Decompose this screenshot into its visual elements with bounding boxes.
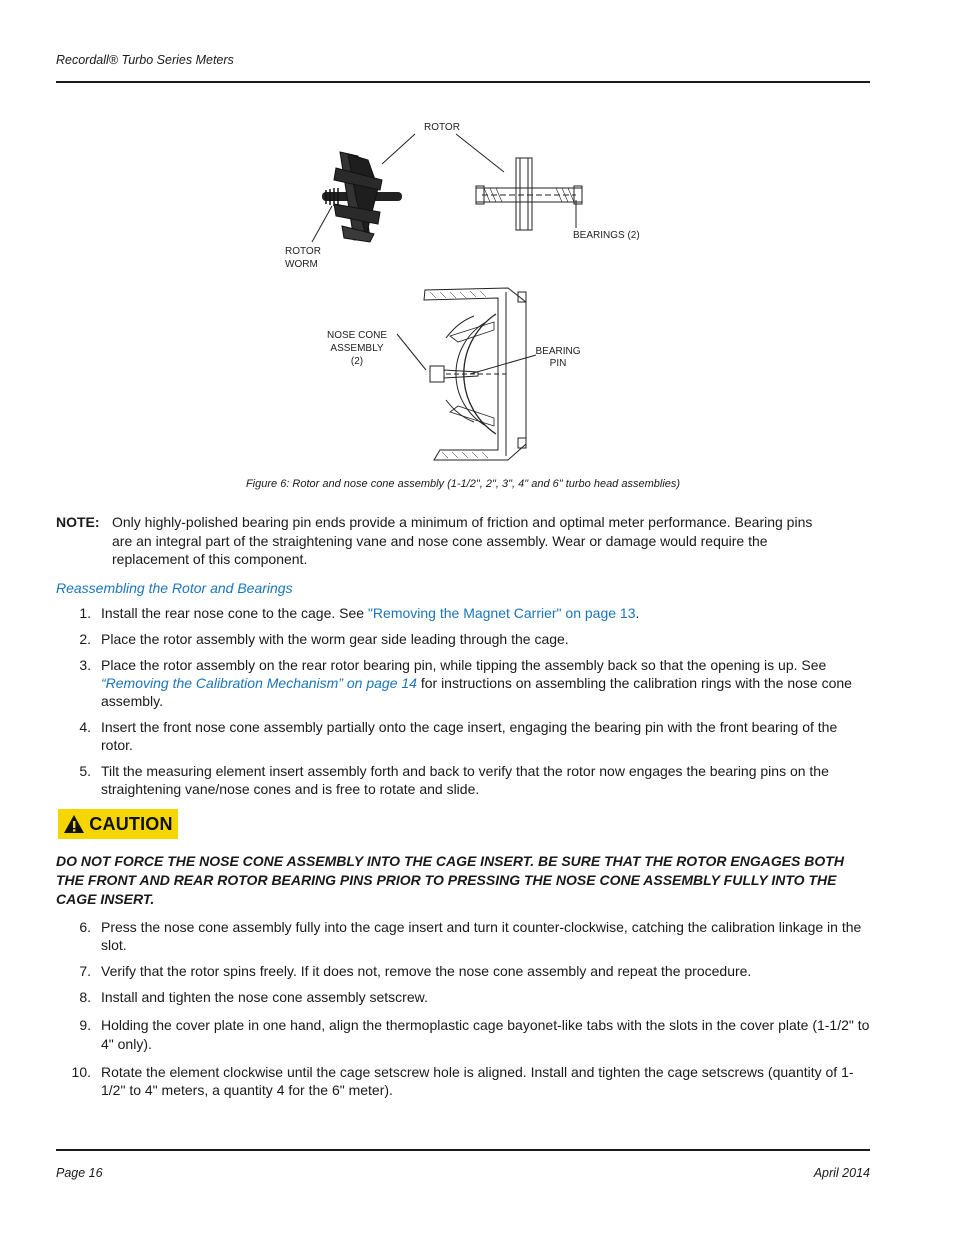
label-bearing-pin-line2: PIN [549, 358, 567, 369]
note-label: NOTE: [56, 514, 100, 530]
step-text-end: for instructions on assembling the calibration rings with the nose cone assembly. [101, 675, 852, 709]
step-text: Tilt the measuring element insert assembly forth and back to verify that the rotor now engages the bearing pins on the straightening vane/nose cones and is free to rotate and slide. [101, 763, 829, 797]
label-nose-cone-line3: (2) [350, 356, 364, 367]
footer-rule [56, 1149, 870, 1151]
step-number: 9. [79, 1017, 91, 1033]
list-item [56, 656, 870, 710]
label-nose-cone-line1: NOSE CONE [326, 330, 388, 341]
caution-label: CAUTION [89, 813, 173, 834]
step-number: 1. [79, 605, 91, 621]
warning-triangle-icon [63, 814, 85, 834]
figure-caption: Figure 6: Rotor and nose cone assembly (1-1/2", 2", 3", 4" and 6" turbo head assemblies) [245, 478, 681, 490]
step-text: Holding the cover plate in one hand, align the thermoplastic cage bayonet-like tabs with the slots in the cover plate (1-1/2" to 4" only). [101, 1017, 870, 1052]
section-title: Reassembling the Rotor and Bearings [56, 580, 293, 596]
step-number: 6. [79, 919, 91, 935]
step-text: Insert the front nose cone assembly partially onto the cage insert, engaging the bearing pin with the front bearing of the rotor. [101, 719, 838, 753]
step-text: Place the rotor assembly on the rear rotor bearing pin, while tipping the assembly back so that the opening is up. See [101, 657, 827, 673]
label-nose-cone-line2: ASSEMBLY [330, 343, 384, 354]
step-text: Verify that the rotor spins freely. If it does not, remove the nose cone assembly and repeat the procedure. [101, 963, 752, 979]
label-rotor: ROTOR [424, 122, 460, 133]
step-text: Rotate the element clockwise until the cage setscrew hole is aligned. Install and tighten the cage setscrews (quantity of 1-1/2" to 4" meters, a quantity 4 for the 6" meter). [101, 1064, 854, 1098]
note-text: Only highly-polished bearing pin ends provide a minimum of friction and optimal meter performance. Bearing pins are an integral part of the straightening vane and nose cone assembly. Wear or damage would require the replacement of this component. [112, 514, 813, 567]
list-item [56, 762, 870, 798]
step-text: Install the rear nose cone to the cage. See [101, 605, 368, 621]
warning-text: DO NOT FORCE THE NOSE CONE ASSEMBLY INTO THE CAGE INSERT. BE SURE THAT THE ROTOR ENGAGES BOTH THE FRONT AND REAR ROTOR BEARING PINS PRIOR TO PRESSING THE NOSE CONE ASSEMBLY FULLY INTO THE CAGE INSERT. [56, 853, 844, 907]
step-number: 8. [79, 989, 91, 1005]
label-rotor-worm-line2: WORM [285, 259, 318, 270]
rotor-illustration [322, 152, 402, 242]
header-rule [56, 81, 870, 83]
link-removing-calibration-mechanism[interactable]: “Removing the Calibration Mechanism” on page 14 [101, 675, 417, 691]
list-item [56, 1063, 870, 1099]
step-text: Place the rotor assembly with the worm gear side leading through the cage. [101, 631, 569, 647]
step-number: 10. [71, 1064, 91, 1080]
header-title: Recordall® Turbo Series Meters [56, 53, 234, 67]
steps-list-b [56, 918, 870, 1107]
list-item [56, 718, 870, 754]
list-item [56, 988, 870, 1006]
step-text: Press the nose cone assembly fully into the cage insert and turn it counter-clockwise, catching the calibration linkage in the slot. [101, 919, 862, 953]
label-bearing-pin-line1: BEARING [535, 346, 581, 357]
step-number: 5. [79, 763, 91, 779]
label-bearings: BEARINGS (2) [573, 230, 640, 241]
footer-date: April 2014 [813, 1166, 870, 1180]
step-number: 4. [79, 719, 91, 735]
list-item [56, 1016, 870, 1054]
rotor-nose-cone-figure [270, 108, 690, 478]
list-item [56, 630, 870, 648]
note-block [56, 513, 836, 569]
step-number: 3. [79, 657, 91, 673]
caution-badge [58, 809, 178, 839]
step-number: 2. [79, 631, 91, 647]
link-removing-magnet-carrier[interactable]: "Removing the Magnet Carrier" on page 13 [367, 605, 636, 621]
step-text-end: . [635, 605, 640, 621]
rotor-section-drawing [476, 158, 582, 230]
step-number: 7. [79, 963, 91, 979]
step-text: Install and tighten the nose cone assembly setscrew. [101, 989, 428, 1005]
footer-page-number: Page 16 [56, 1166, 103, 1180]
list-item [56, 604, 870, 622]
label-rotor-worm-line1: ROTOR [285, 246, 321, 257]
steps-list-a [56, 604, 870, 806]
nose-cone-drawing [424, 288, 526, 460]
list-item [56, 962, 870, 980]
list-item [56, 918, 870, 954]
